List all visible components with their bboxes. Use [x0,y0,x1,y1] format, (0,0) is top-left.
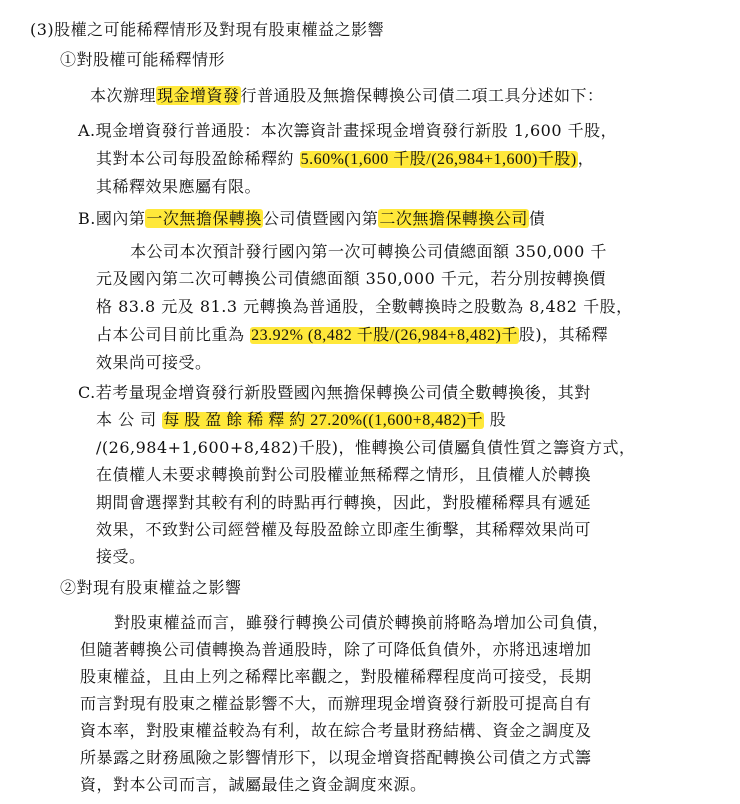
part2-line: 股東權益，且由上列之稀釋比率觀之，對股權稀釋程度尚可接受，長期 [80,667,592,686]
item-a-line3: 其稀釋效果應屬有限。 [96,177,262,196]
highlight-mark: 一次無擔保轉換 [146,209,262,228]
item-b-para-line: 元及國內第二次可轉換公司債總面額 350,000 千元，若分別按轉換價 [96,269,606,288]
item-b-text: 股)，其稀釋 [518,325,609,344]
section-title: (3)股權之可能稀釋情形及對現有股東權益之影響 [30,20,385,39]
item-c-line [96,408,506,433]
item-c-line: C.若考量現金增資發行新股暨國內無擔保轉換公司債全數轉換後，其對 [78,383,591,402]
part1-intro [90,84,604,108]
highlight-mark: 23.92% (8,482 千股/(26,984+8,482)千 [251,327,518,344]
item-b-para-line: 格 83.8 元及 81.3 元轉換為普通股，全數轉換時之股數為 8,482 千股， [96,297,633,316]
highlight-mark: 每 股 盈 餘 稀 釋 約 27.20%((1,600+8,482)千 [163,412,484,429]
item-b-text: 占本公司目前比重為 [96,325,251,344]
item-b-text: 債 [528,209,546,228]
part2-line: 資本率，對股東權益較為有利，故在綜合考量財務結構、資金之調度及 [80,721,592,740]
highlight-mark: 二次無擔保轉換公司 [379,209,528,228]
highlight-mark: 現金增資發 [157,86,240,105]
item-b-text: 公司債暨國內第 [262,209,379,228]
item-c-text: 股 [484,410,507,429]
item-c-text: 本 公 司 [96,410,163,429]
item-c-line: 接受。 [96,547,146,566]
item-c-line: 期間會選擇對其較有利的時點再行轉換，因此，對股權稀釋具有遞延 [96,493,592,512]
part2-line: 但隨著轉換公司債轉換為普通股時，除了可降低負債外，亦將迅速增加 [80,640,592,659]
item-b-para-line: 效果尚可接受。 [96,353,212,372]
highlight-mark: 5.60%(1,600 千股/(26,984+1,600)千股) [300,151,577,168]
part2-line: 資，對本公司而言，誠屬最佳之資金調度來源。 [80,775,427,794]
item-a-text: 其對本公司每股盈餘稀釋約 [96,149,300,168]
intro-text: 本次辦理 [90,86,157,105]
item-b-heading [78,207,545,231]
part2-line: 對股東權益而言，雖發行轉換公司債於轉換前將略為增加公司負債， [114,613,610,632]
part2-line: 所暴露之財務風險之影響情形下，以現金增資搭配轉換公司債之方式籌 [80,748,592,767]
item-a-line2 [96,147,594,172]
item-c-line: 在債權人未要求轉換前對公司股權並無稀釋之情形，且債權人於轉換 [96,465,592,484]
item-b-para-line: 本公司本次預計發行國內第一次可轉換公司債總面額 350,000 千 [130,242,607,261]
item-b-para-line [96,323,608,348]
item-c-line: 效果，不致對公司經營權及每股盈餘立即產生衝擊，其稀釋效果尚可 [96,520,592,539]
part1-heading: ①對股權可能稀釋情形 [60,50,226,69]
item-c-line: /(26,984+1,600+8,482)千股)，惟轉換公司債屬負債性質之籌資方式， [96,438,636,457]
item-a-text: ， [577,149,595,168]
intro-text: 行普通股及無擔保轉換公司債二項工具分述如下： [240,86,604,105]
part2-heading: ②對現有股東權益之影響 [60,578,242,597]
part2-line: 而言對現有股東之權益影響不大，而辦理現金增資發行新股可提高自有 [80,694,592,713]
item-b-text: B.國內第 [78,209,146,228]
item-a-line1: A.現金增資發行普通股：本次籌資計畫採現金增資發行新股 1,600 千股， [78,121,618,140]
